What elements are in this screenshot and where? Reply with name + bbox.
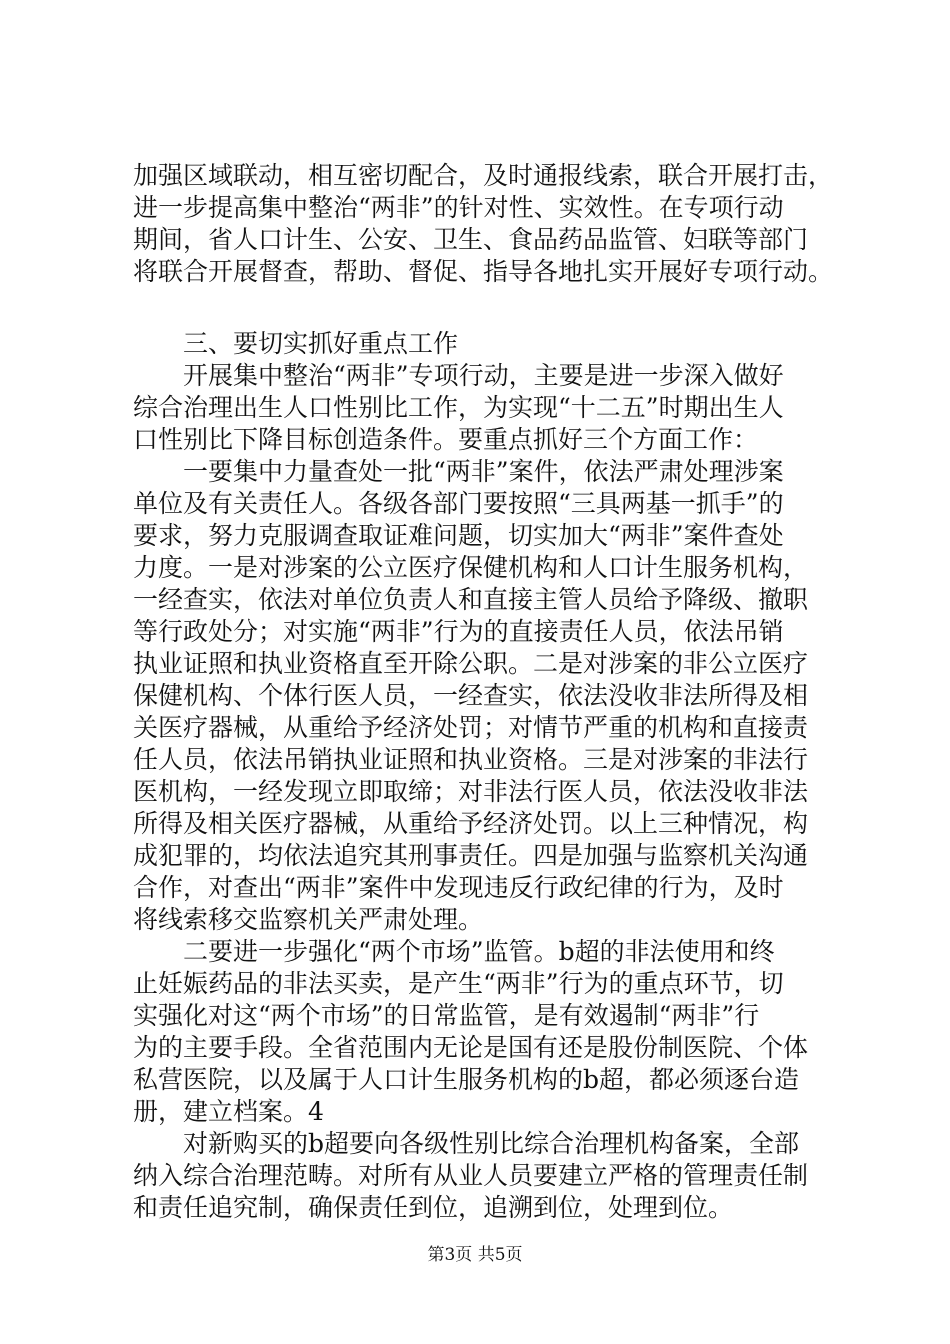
text-line: 开展集中整治“两非”专项行动，主要是进一步深入做好: [133, 361, 784, 390]
text-line: 成犯罪的，均依法追究其刑事责任。四是加强与监察机关沟通: [133, 841, 809, 870]
text-line: 将联合开展督查，帮助、督促、指导各地扎实开展好专项行动。: [133, 257, 834, 286]
text-line: 二要进一步强化“两个市场”监管。b超的非法使用和终: [133, 937, 775, 966]
text-line: 为的主要手段。全省范围内无论是国有还是股份制医院、个体: [133, 1033, 809, 1062]
text-line: 合作，对查出“两非”案件中发现违反行政纪律的行为，及时: [133, 873, 784, 902]
text-line: 要求，努力克服调查取证难问题，切实加大“两非”案件查处: [133, 521, 784, 550]
text-line: 将线索移交监察机关严肃处理。: [133, 905, 484, 934]
text-line: 私营医院，以及属于人口计生服务机构的b超，都必须逐台造: [133, 1065, 800, 1094]
text-line: 纳入综合治理范畴。对所有从业人员要建立严格的管理责任制: [133, 1161, 809, 1190]
text-line: 力度。一是对涉案的公立医疗保健机构和人口计生服务机构，: [133, 553, 809, 582]
text-line: 执业证照和执业资格直至开除公职。二是对涉案的非公立医疗: [133, 649, 809, 678]
text-line: 止妊娠药品的非法买卖，是产生“两非”行为的重点环节，切: [133, 969, 784, 998]
text-line: 实强化对这“两个市场”的日常监管，是有效遏制“两非”行: [133, 1001, 760, 1030]
text-line: 所得及相关医疗器械，从重给予经济处罚。以上三种情况，构: [133, 809, 809, 838]
text-line: 医机构，一经发现立即取缔；对非法行医人员，依法没收非法: [133, 777, 809, 806]
text-line: 册，建立档案。4: [133, 1097, 324, 1126]
page-number-footer: 第3页 共5页: [427, 1245, 523, 1265]
text-line: 等行政处分；对实施“两非”行为的直接责任人员，依法吊销: [133, 617, 784, 646]
text-line: 综合治理出生人口性别比工作，为实现“十二五”时期出生人: [133, 393, 784, 422]
text-line: 对新购买的b超要向各级性别比综合治理机构备案，全部: [133, 1129, 800, 1158]
text-line: 单位及有关责任人。各级各部门要按照“三具两基一抓手”的: [133, 489, 784, 518]
text-line: 一要集中力量查处一批“两非”案件，依法严肃处理涉案: [133, 457, 784, 486]
text-line: 一经查实，依法对单位负责人和直接主管人员给予降级、撤职: [133, 585, 809, 614]
text-line: 任人员，依法吊销执业证照和执业资格。三是对涉案的非法行: [133, 745, 809, 774]
text-line: 口性别比下降目标创造条件。要重点抓好三个方面工作：: [133, 425, 759, 454]
text-line: 保健机构、个体行医人员，一经查实，依法没收非法所得及相: [133, 681, 809, 710]
text-line: 加强区域联动，相互密切配合，及时通报线索，联合开展打击，: [133, 161, 834, 190]
text-line: 进一步提高集中整治“两非”的针对性、实效性。在专项行动: [133, 193, 784, 222]
text-line: 期间，省人口计生、公安、卫生、食品药品监管、妇联等部门: [133, 225, 809, 254]
text-line: 和责任追究制，确保责任到位，追溯到位，处理到位。: [133, 1193, 734, 1222]
text-line: 关医疗器械，从重给予经济处罚；对情节严重的机构和直接责: [133, 713, 809, 742]
section-heading: 三、要切实抓好重点工作: [133, 329, 459, 358]
